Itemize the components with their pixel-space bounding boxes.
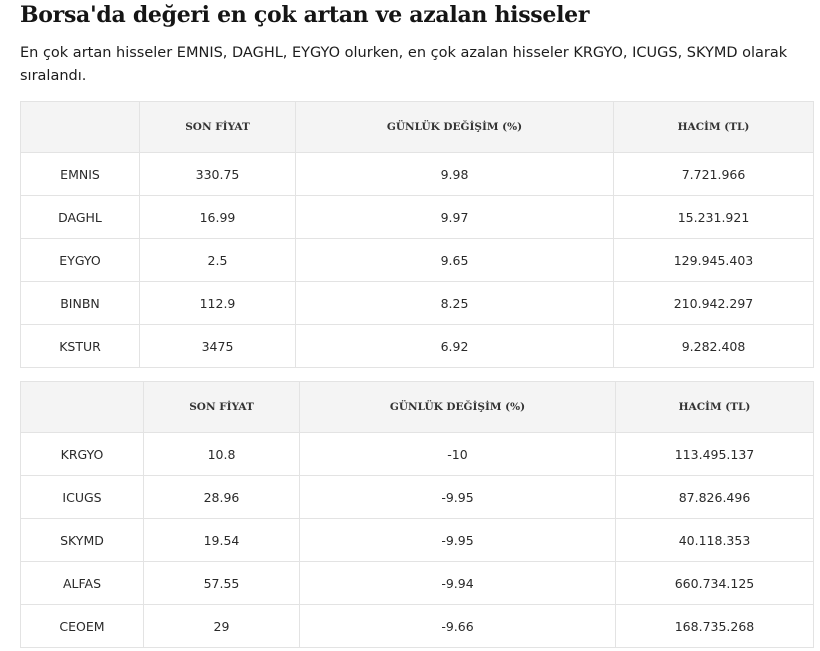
table-row (21, 153, 814, 196)
daily-change: 9.97 (296, 196, 614, 239)
daily-change: -10 (300, 433, 616, 476)
volume: 168.735.268 (616, 605, 814, 648)
header-last-price: SON FİYAT (144, 382, 300, 433)
stock-symbol: KSTUR (21, 325, 140, 368)
volume: 9.282.408 (614, 325, 814, 368)
daily-change: 9.98 (296, 153, 614, 196)
table-row (21, 325, 814, 368)
stock-symbol: SKYMD (21, 519, 144, 562)
last-price: 57.55 (144, 562, 300, 605)
volume: 40.118.353 (616, 519, 814, 562)
last-price: 2.5 (140, 239, 296, 282)
volume: 15.231.921 (614, 196, 814, 239)
stock-symbol: EMNIS (21, 153, 140, 196)
daily-change: 6.92 (296, 325, 614, 368)
volume: 113.495.137 (616, 433, 814, 476)
losers-table (20, 381, 814, 648)
table-row (21, 282, 814, 325)
stock-symbol: KRGYO (21, 433, 144, 476)
table-row (21, 476, 814, 519)
last-price: 112.9 (140, 282, 296, 325)
stock-symbol: DAGHL (21, 196, 140, 239)
table-row (21, 196, 814, 239)
last-price: 3475 (140, 325, 296, 368)
volume: 87.826.496 (616, 476, 814, 519)
stock-symbol: CEOEM (21, 605, 144, 648)
table-row (21, 605, 814, 648)
table-row (21, 433, 814, 476)
header-stock (21, 382, 144, 433)
last-price: 29 (144, 605, 300, 648)
volume: 660.734.125 (616, 562, 814, 605)
article-title: Borsa'da değeri en çok artan ve azalan hisseler (20, 2, 590, 28)
daily-change: 9.65 (296, 239, 614, 282)
volume: 7.721.966 (614, 153, 814, 196)
stock-symbol: BINBN (21, 282, 140, 325)
stock-symbol: ICUGS (21, 476, 144, 519)
daily-change: -9.94 (300, 562, 616, 605)
table-row (21, 562, 814, 605)
stock-symbol: EYGYO (21, 239, 140, 282)
header-volume: HACİM (TL) (614, 102, 814, 153)
header-volume: HACİM (TL) (616, 382, 814, 433)
table-row (21, 519, 814, 562)
header-last-price: SON FİYAT (140, 102, 296, 153)
volume: 210.942.297 (614, 282, 814, 325)
daily-change: -9.95 (300, 519, 616, 562)
last-price: 330.75 (140, 153, 296, 196)
daily-change: -9.66 (300, 605, 616, 648)
header-daily-change: GÜNLÜK DEĞİŞİM (%) (296, 102, 614, 153)
gainers-table (20, 101, 814, 368)
table-row (21, 239, 814, 282)
header-stock (21, 102, 140, 153)
last-price: 10.8 (144, 433, 300, 476)
table-header-row (21, 382, 814, 433)
last-price: 19.54 (144, 519, 300, 562)
table-header-row (21, 102, 814, 153)
daily-change: 8.25 (296, 282, 614, 325)
article-intro: En çok artan hisseler EMNIS, DAGHL, EYGYO olurken, en çok azalan hisseler KRGYO, ICUGS, SKYMD olarak sıralandı. (20, 45, 788, 84)
last-price: 16.99 (140, 196, 296, 239)
header-daily-change: GÜNLÜK DEĞİŞİM (%) (300, 382, 616, 433)
volume: 129.945.403 (614, 239, 814, 282)
daily-change: -9.95 (300, 476, 616, 519)
stock-symbol: ALFAS (21, 562, 144, 605)
last-price: 28.96 (144, 476, 300, 519)
